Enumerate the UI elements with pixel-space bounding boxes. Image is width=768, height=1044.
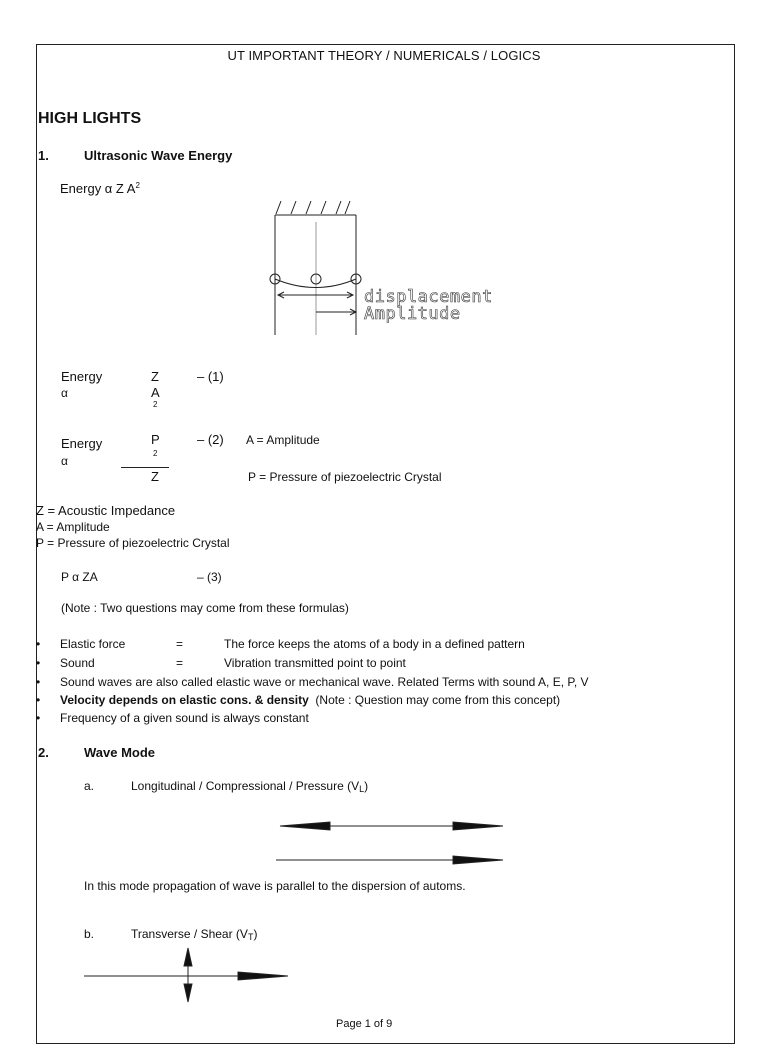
eq3-text: P α ZA <box>61 570 98 584</box>
section2-title: Wave Mode <box>84 745 156 760</box>
section2-number: 2. <box>38 745 49 760</box>
eq1-ref: – (1) <box>197 369 224 384</box>
eq1-a: A <box>151 385 160 400</box>
eq2-p: P <box>151 432 160 447</box>
mode-b-close: ) <box>253 927 258 941</box>
formula-note: (Note : Two questions may come from these formulas) <box>61 601 349 615</box>
eq2-note-amplitude: A = Amplitude <box>246 433 320 447</box>
eq2-sub: 2 <box>153 449 158 458</box>
definition-impedance: Z = Acoustic Impedance <box>36 503 176 518</box>
mode-a-text: Longitudinal / Compressional / Pressure (V <box>131 779 360 793</box>
diagram-label-displacement: displacement <box>364 287 493 307</box>
definition-amplitude: A = Amplitude <box>36 520 110 534</box>
mode-a-sub: L <box>359 784 365 794</box>
page-footer: Page 1 of 9 <box>336 1018 393 1030</box>
bullet-term: Sound <box>60 656 95 670</box>
eq2-alpha: α <box>61 454 68 468</box>
bullet-text: Sound waves are also called elastic wave or mechanical wave. Related Terms with sound A, E, P, V <box>60 675 589 689</box>
eq1-alpha: α <box>61 386 68 400</box>
eq1-lhs: Energy <box>61 369 103 384</box>
mode-a-letter: a. <box>84 779 95 793</box>
bullet-equals: = <box>176 637 184 651</box>
section1-title: Ultrasonic Wave Energy <box>84 148 233 163</box>
bullet-icon: • <box>36 693 41 707</box>
eq2-note-pressure: P = Pressure of piezoelectric Crystal <box>248 470 442 484</box>
energy-formula-text: Energy α Z A <box>60 181 136 196</box>
bullet-bold-text: Velocity depends on elastic cons. & density <box>60 693 309 707</box>
bullet-note-text: (Note : Question may come from this concept) <box>308 693 561 707</box>
page-header: UT IMPORTANT THEORY / NUMERICALS / LOGICS <box>227 48 541 63</box>
mode-b-text: Transverse / Shear (V <box>131 927 248 941</box>
section1-number: 1. <box>38 148 49 163</box>
bullet-equals: = <box>176 656 184 670</box>
mode-a-description: In this mode propagation of wave is parallel to the dispersion of automs. <box>84 879 466 893</box>
eq2-lhs: Energy <box>61 436 103 451</box>
eq1-sub: 2 <box>153 400 158 409</box>
eq2-z: Z <box>151 469 159 484</box>
arrowhead-up <box>184 948 192 966</box>
bullet-icon: • <box>36 711 41 725</box>
eq2-ref: – (2) <box>197 432 224 447</box>
eq1-z: Z <box>151 369 159 384</box>
bullet-desc: Vibration transmitted point to point <box>224 656 406 670</box>
energy-formula-sup: 2 <box>135 181 140 190</box>
definition-pressure: P = Pressure of piezoelectric Crystal <box>36 536 230 550</box>
diagram-label-amplitude: Amplitude <box>364 304 461 324</box>
bullet-icon: • <box>36 675 41 689</box>
mode-a-close: ) <box>364 779 369 793</box>
bullet-term: Elastic force <box>60 637 126 651</box>
bullet-icon: • <box>36 637 41 651</box>
arrowhead-down <box>184 984 192 1002</box>
bullet-text: Frequency of a given sound is always constant <box>60 711 309 725</box>
bullet-desc: The force keeps the atoms of a body in a defined pattern <box>224 637 525 651</box>
mode-b-sub: T <box>247 932 254 942</box>
mode-b-letter: b. <box>84 927 95 941</box>
bullet-icon: • <box>36 656 41 670</box>
arrowhead-right <box>238 972 288 980</box>
highlights-heading: HIGH LIGHTS <box>38 110 142 127</box>
eq3-ref: – (3) <box>197 570 222 584</box>
